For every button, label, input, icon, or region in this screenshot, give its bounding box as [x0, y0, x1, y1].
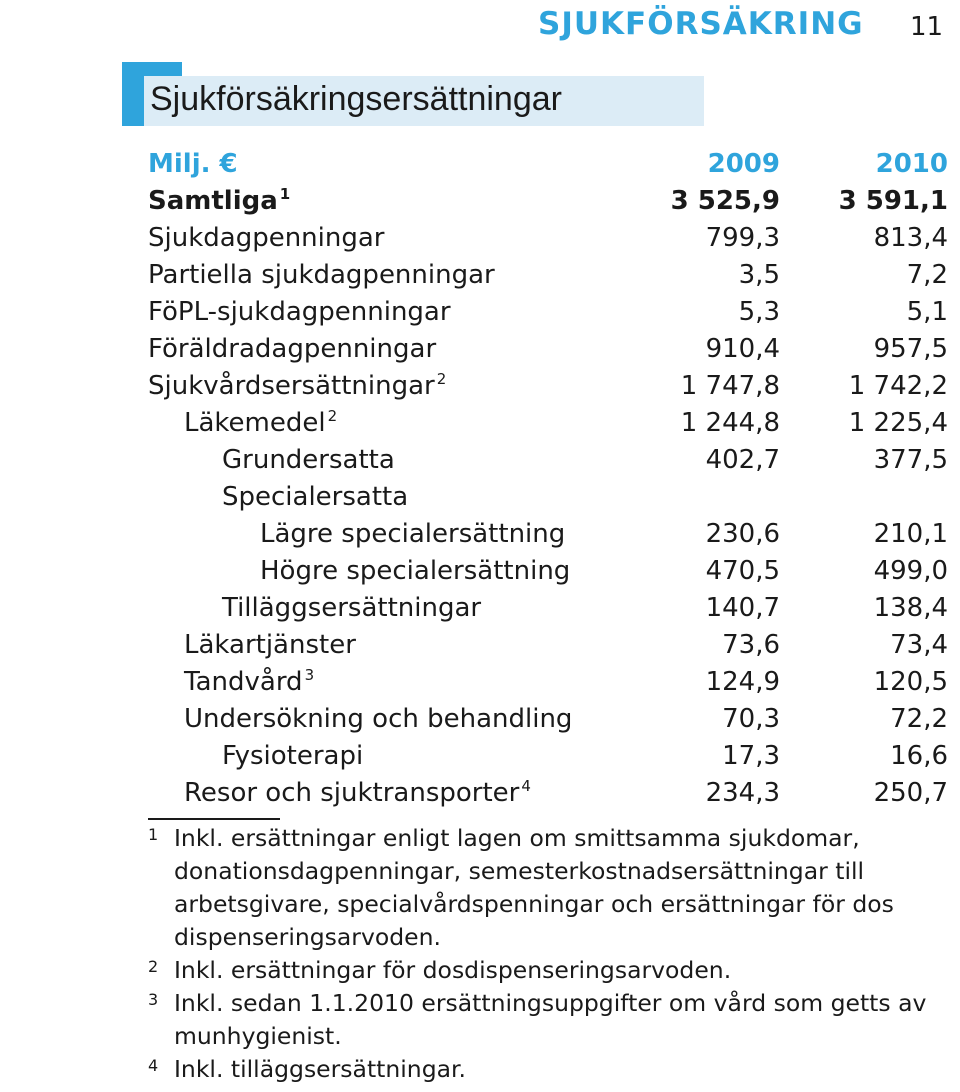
table-row	[148, 368, 948, 405]
table-row	[148, 701, 948, 738]
table-row	[148, 775, 948, 812]
value-2010: 1 225,4	[848, 408, 948, 438]
value-2009: 17,3	[722, 741, 780, 771]
table-header-row	[148, 146, 948, 183]
table-row	[148, 590, 948, 627]
table-row	[148, 331, 948, 368]
data-table	[148, 146, 948, 812]
row-label: Fysioterapi	[222, 741, 364, 771]
table-row	[148, 220, 948, 257]
row-label: Tandvård $^3$	[184, 666, 315, 697]
table-row	[148, 257, 948, 294]
running-header-title: SJUKFÖRSÄKRING	[538, 6, 864, 42]
column-header-2010: 2010	[875, 149, 948, 179]
table-row	[148, 553, 948, 590]
row-label: FöPL-sjukdagpenningar	[148, 297, 451, 327]
row-label: Läkemedel $^2$	[184, 407, 338, 438]
footnote	[148, 822, 953, 954]
row-label: Samtliga $^1$	[148, 185, 291, 216]
footnote-ref: 4	[521, 777, 531, 795]
value-2010: 1 742,2	[848, 371, 948, 401]
value-2009: 470,5	[705, 556, 780, 586]
footnote	[148, 954, 953, 987]
column-header-2009: 2009	[707, 149, 780, 179]
value-2009: 73,6	[722, 630, 780, 660]
row-label: Föräldradagpenningar	[148, 334, 437, 364]
value-2010: 72,2	[890, 704, 948, 734]
unit-label: Milj. €	[148, 149, 238, 179]
row-label: Sjukvårdsersättningar $^2$	[148, 370, 447, 401]
footnotes	[148, 822, 953, 1086]
table-row	[148, 183, 948, 220]
footnote-number: 3	[148, 990, 159, 1009]
section-title: Sjukförsäkringsersättningar	[150, 80, 562, 118]
table-row	[148, 294, 948, 331]
footnote-ref: 2	[436, 370, 447, 388]
value-2010: 16,6	[890, 741, 948, 771]
page-number: 11	[910, 12, 944, 42]
table-row	[148, 405, 948, 442]
row-label: Tilläggsersättningar	[222, 593, 482, 623]
row-label: Läkartjänster	[184, 630, 356, 660]
value-2009: 1 747,8	[680, 371, 780, 401]
value-2009: 234,3	[705, 778, 780, 808]
row-label: Resor och sjuktransporter $^4$	[184, 777, 531, 808]
value-2010: 499,0	[873, 556, 948, 586]
footnote-text: Inkl. sedan 1.1.2010 ersättningsuppgifter om vård som getts av munhygienist.	[174, 989, 927, 1050]
value-2010: 120,5	[873, 667, 948, 697]
footnote	[148, 987, 953, 1053]
row-label: Högre specialersättning	[260, 556, 571, 586]
footnote-divider	[148, 818, 280, 820]
footnote-ref: 1	[279, 185, 291, 203]
value-2010: 73,4	[890, 630, 948, 660]
value-2010: 957,5	[873, 334, 948, 364]
value-2010: 3 591,1	[838, 186, 948, 216]
value-2009: 230,6	[705, 519, 780, 549]
section-accent-bar-horizontal	[122, 62, 182, 76]
value-2010: 813,4	[873, 223, 948, 253]
footnote-number: 1	[148, 825, 159, 844]
value-2009: 5,3	[738, 297, 780, 327]
footnote-number: 2	[148, 957, 159, 976]
table-row	[148, 479, 948, 516]
row-label: Sjukdagpenningar	[148, 223, 385, 253]
footnote-number: 4	[148, 1056, 159, 1075]
table-row	[148, 627, 948, 664]
value-2009: 140,7	[705, 593, 780, 623]
row-label: Partiella sjukdagpenningar	[148, 260, 495, 290]
footnote-text: Inkl. tilläggsersättningar.	[174, 1055, 466, 1083]
value-2009: 124,9	[705, 667, 780, 697]
row-label: Grundersatta	[222, 445, 395, 475]
footnote-ref: 2	[327, 407, 338, 425]
value-2009: 402,7	[705, 445, 780, 475]
value-2009: 799,3	[705, 223, 780, 253]
value-2010: 210,1	[873, 519, 948, 549]
value-2010: 250,7	[873, 778, 948, 808]
value-2010: 7,2	[906, 260, 948, 290]
table-row	[148, 738, 948, 775]
table-row	[148, 516, 948, 553]
value-2009: 3,5	[738, 260, 780, 290]
table-row	[148, 664, 948, 701]
row-label: Lägre specialersättning	[260, 519, 566, 549]
table-row	[148, 442, 948, 479]
row-label: Specialersatta	[222, 482, 409, 512]
value-2009: 910,4	[705, 334, 780, 364]
footnote-text: Inkl. ersättningar för dosdispenseringsarvoden.	[174, 956, 732, 984]
footnote	[148, 1053, 953, 1086]
value-2010: 377,5	[873, 445, 948, 475]
value-2009: 1 244,8	[680, 408, 780, 438]
value-2009: 3 525,9	[670, 186, 780, 216]
footnote-ref: 3	[304, 666, 315, 684]
footnote-text: Inkl. ersättningar enligt lagen om smittsamma sjukdomar, donationsdagpenningar, semesterkostnadsersättningar till arbetsgivare, specialvårdspenningar och ersättningar för dos dispenseringsarvoden.	[174, 824, 894, 951]
value-2010: 5,1	[906, 297, 948, 327]
value-2010: 138,4	[873, 593, 948, 623]
row-label: Undersökning och behandling	[184, 704, 573, 734]
value-2009: 70,3	[722, 704, 780, 734]
